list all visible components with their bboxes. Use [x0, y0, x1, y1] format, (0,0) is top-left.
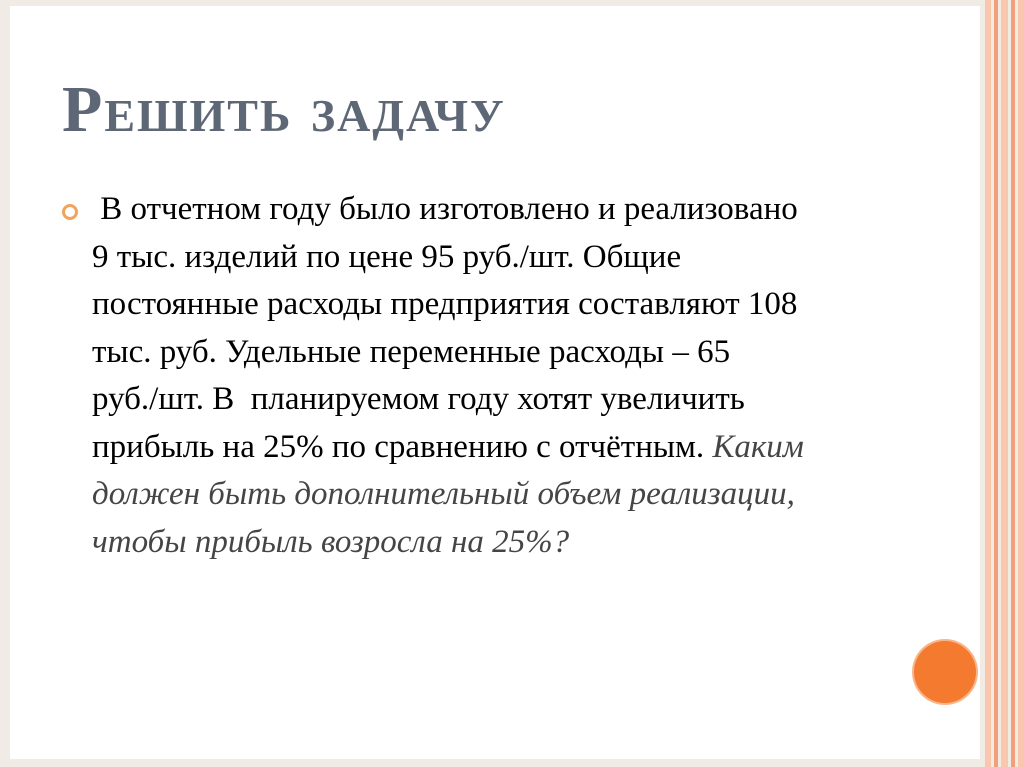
question-line-italic: должен быть дополнительный объем реализации, — [92, 476, 795, 512]
paragraph-text-regular: прибыль на 25% по сравнению с отчётным. — [92, 428, 713, 465]
paragraph-line: В отчетном году было изготовлено и реализовано — [92, 191, 798, 227]
paragraph-line: 9 тыс. изделий по цене 95 руб./шт. Общие — [92, 238, 682, 275]
decorative-stripe — [1001, 0, 1008, 767]
question-text-italic: Каким — [712, 428, 804, 465]
paragraph-line: постоянные расходы предприятия составляют 108 — [92, 286, 798, 322]
decorative-stripe — [994, 0, 998, 767]
slide-title: Решить задачу — [62, 73, 506, 146]
paragraph-line: тыс. руб. Удельные переменные расходы – 65 — [92, 333, 731, 370]
decorative-stripe — [1018, 0, 1024, 767]
paragraph-line — [92, 424, 972, 472]
paragraph-line: руб./шт. В планируемом году хотят увеличить — [92, 381, 745, 417]
orange-circle-decoration — [914, 641, 976, 703]
task-paragraph — [92, 186, 972, 566]
decorative-stripe — [985, 0, 991, 767]
hollow-circle-bullet-icon — [62, 204, 78, 220]
question-line-italic: чтобы прибыль возросла на 25%? — [92, 523, 570, 560]
decorative-stripe — [1011, 0, 1015, 767]
